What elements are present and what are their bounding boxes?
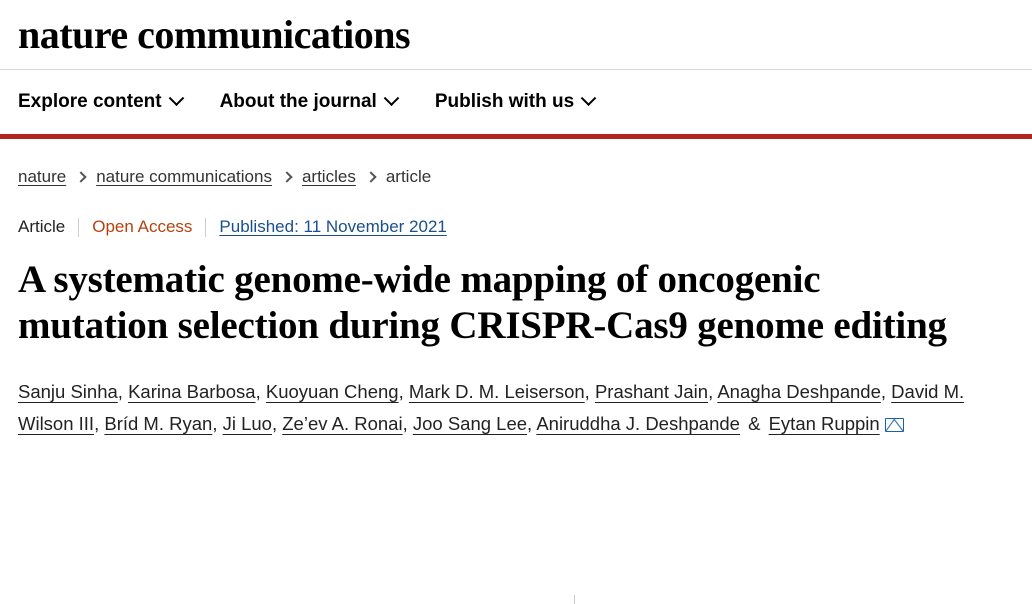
article-type-label: Article bbox=[18, 217, 66, 236]
author-separator: , bbox=[402, 412, 408, 434]
envelope-icon[interactable] bbox=[885, 418, 904, 432]
author-link[interactable]: Sanju Sinha bbox=[18, 380, 118, 402]
chevron-down-icon bbox=[168, 90, 184, 106]
nav-item-label: Explore content bbox=[18, 91, 162, 112]
chevron-right-icon bbox=[76, 171, 87, 182]
chevron-right-icon bbox=[365, 171, 376, 182]
open-access-badge: Open Access bbox=[92, 217, 193, 236]
author-link[interactable]: Bríd M. Ryan bbox=[104, 412, 213, 434]
author-link[interactable]: Aniruddha J. Deshpande bbox=[536, 412, 740, 434]
breadcrumb-item-article: article bbox=[385, 167, 432, 186]
published-date-link[interactable]: Published: 11 November 2021 bbox=[219, 217, 447, 236]
article-page bbox=[0, 167, 1032, 439]
author-link[interactable]: Prashant Jain bbox=[594, 380, 709, 402]
author-link[interactable]: David M. Wilson III bbox=[18, 380, 965, 434]
author-link[interactable]: Anagha Deshpande bbox=[717, 380, 881, 402]
author-link[interactable]: Joo Sang Lee bbox=[412, 412, 528, 434]
nav-item-explore-content[interactable] bbox=[18, 91, 182, 113]
breadcrumb bbox=[18, 167, 1014, 187]
chevron-down-icon bbox=[384, 90, 400, 106]
author-separator: , bbox=[255, 380, 261, 402]
author-link[interactable]: Karina Barbosa bbox=[128, 380, 256, 402]
author-link[interactable]: Eytan Ruppin bbox=[768, 412, 880, 434]
author-link[interactable]: Ji Luo bbox=[222, 412, 272, 434]
chevron-right-icon bbox=[281, 171, 292, 182]
published-date bbox=[206, 217, 459, 237]
author-separator: , bbox=[94, 412, 100, 434]
author-link[interactable]: Kuoyuan Cheng bbox=[265, 380, 399, 402]
nav-item-about-the-journal[interactable] bbox=[220, 91, 397, 113]
nav-item-label: Publish with us bbox=[434, 91, 575, 112]
author-separator: , bbox=[527, 412, 533, 434]
author-separator: , bbox=[398, 380, 404, 402]
breadcrumb-item-nature[interactable]: nature bbox=[18, 167, 67, 186]
author-link[interactable]: Ze’ev A. Ronai bbox=[282, 412, 403, 434]
author-separator: , bbox=[708, 380, 714, 402]
author-conjunction: & bbox=[748, 412, 761, 434]
author-separator: , bbox=[271, 412, 278, 434]
site-masthead bbox=[0, 0, 1032, 70]
author-separator: , bbox=[212, 412, 218, 434]
author-separator: , bbox=[880, 380, 887, 402]
primary-navigation bbox=[0, 70, 1032, 139]
nav-item-label: About the journal bbox=[219, 91, 377, 112]
breadcrumb-item-articles[interactable]: articles bbox=[301, 167, 356, 186]
author-separator: , bbox=[584, 380, 590, 402]
page-divider-tick bbox=[574, 595, 575, 604]
author-link[interactable]: Mark D. M. Leiserson bbox=[408, 380, 585, 402]
breadcrumb-item-nature-communications[interactable]: nature communications bbox=[96, 167, 272, 186]
journal-logo[interactable]: nature communications bbox=[18, 11, 411, 57]
author-separator: , bbox=[117, 380, 123, 402]
nav-item-publish-with-us[interactable] bbox=[435, 91, 594, 113]
chevron-down-icon bbox=[581, 90, 597, 106]
author-list bbox=[18, 376, 1013, 440]
page-title: A systematic genome-wide mapping of oncogenic mutation selection during CRISPR-Cas9 genome editing bbox=[18, 258, 947, 348]
article-meta bbox=[18, 217, 1014, 237]
